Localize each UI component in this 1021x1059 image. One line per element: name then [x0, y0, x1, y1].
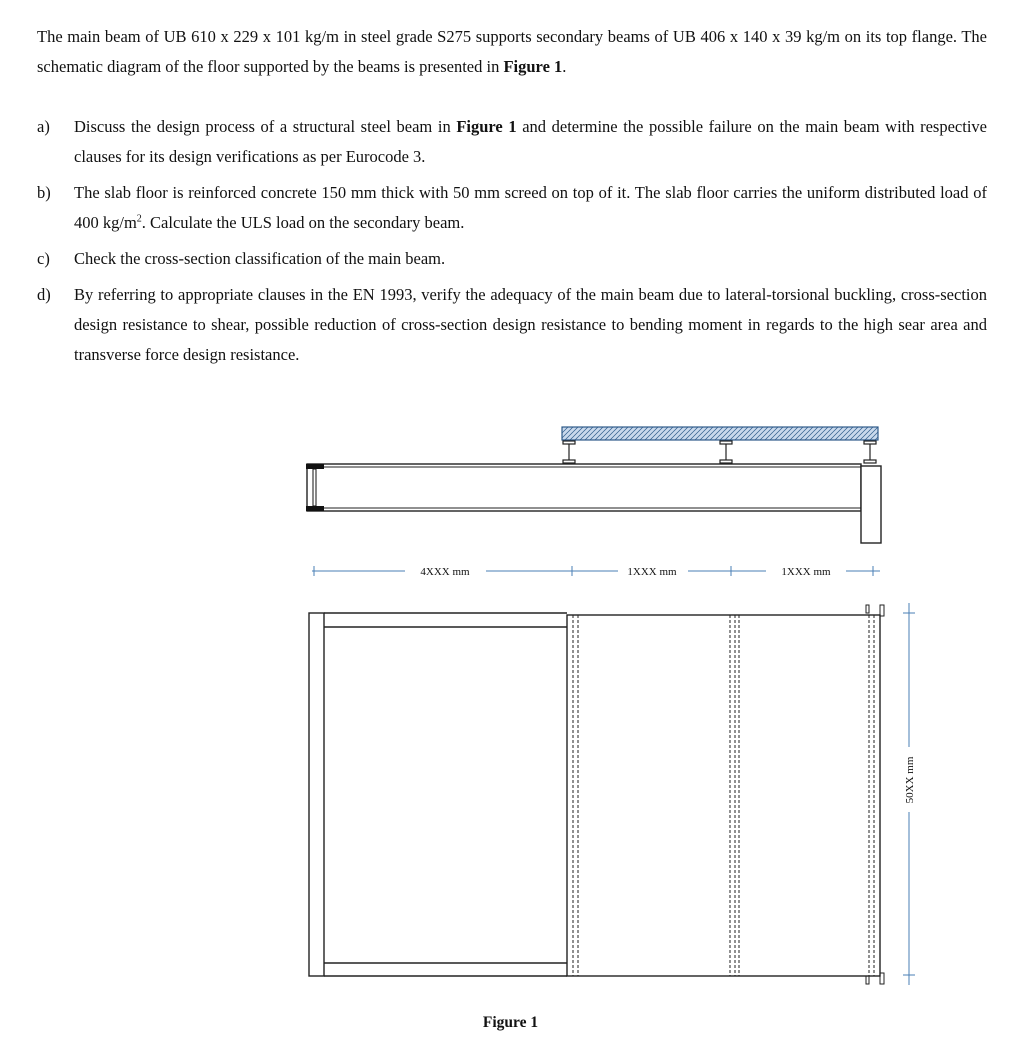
secondary-beam-1	[563, 441, 575, 463]
question-a-figure-ref: Figure 1	[456, 117, 517, 136]
plan-secondary-beam-2	[730, 615, 739, 976]
elevation-view	[306, 427, 881, 543]
vertical-dimension	[903, 603, 916, 985]
dimension-label-span-3: 1XXX mm	[781, 566, 831, 578]
figure-caption: Figure 1	[482, 1014, 539, 1031]
dimension-label-span-2: 1XXX mm	[627, 566, 677, 578]
intro-period: .	[562, 57, 567, 76]
question-b-text-2: . Calculate the ULS load on the secondary beam.	[141, 213, 465, 232]
plan-secondary-beam-1	[567, 615, 578, 976]
secondary-beam-3	[864, 441, 876, 463]
dimension-label-vertical: 50XX mm	[904, 756, 916, 804]
plan-view	[309, 605, 884, 984]
plan-left-beam	[309, 613, 324, 976]
secondary-beam-2	[720, 441, 732, 463]
intro-text: The main beam of UB 610 x 229 x 101 kg/m in steel grade S275 supports secondary beams of UB 406 x 140 x 39 kg/m on its top flange. The schematic diagram of the floor supported by the beams is presented in	[37, 27, 987, 76]
plan-secondary-beam-3	[869, 615, 874, 976]
main-beam	[307, 464, 861, 511]
right-support-column	[861, 466, 881, 543]
intro-figure-ref: Figure 1	[503, 57, 563, 76]
question-b-text-1: The slab floor is reinforced concrete 150 mm thick with 50 mm screed on top of it. The slab floor carries the uniform distributed load of 400 kg/m	[74, 183, 987, 232]
question-label: a)	[37, 117, 50, 136]
question-text: By referring to appropriate clauses in the EN 1993, verify the adequacy of the main beam due to lateral-torsional buckling, cross-section design resistance to shear, possible reduction of cross-section design resistance to bending moment in regards to the high sear area and transverse force design resistance.	[74, 285, 987, 364]
slab-floor	[562, 427, 878, 440]
question-label: b)	[37, 183, 51, 202]
question-label: d)	[37, 285, 51, 304]
horizontal-dimension	[312, 566, 880, 578]
dimension-label-span-1: 4XXX mm	[420, 566, 470, 578]
question-text: Check the cross-section classification of the main beam.	[74, 249, 446, 268]
plan-slab-area	[567, 615, 880, 976]
question-a-text-2: and determine the possible failure on the main beam with respective clauses for its design verifications as per Eurocode 3.	[74, 117, 987, 166]
question-a-text-1: Discuss the design process of a structural steel beam in	[74, 117, 457, 136]
question-b-superscript: 2	[136, 213, 142, 225]
question-label: c)	[37, 249, 50, 268]
